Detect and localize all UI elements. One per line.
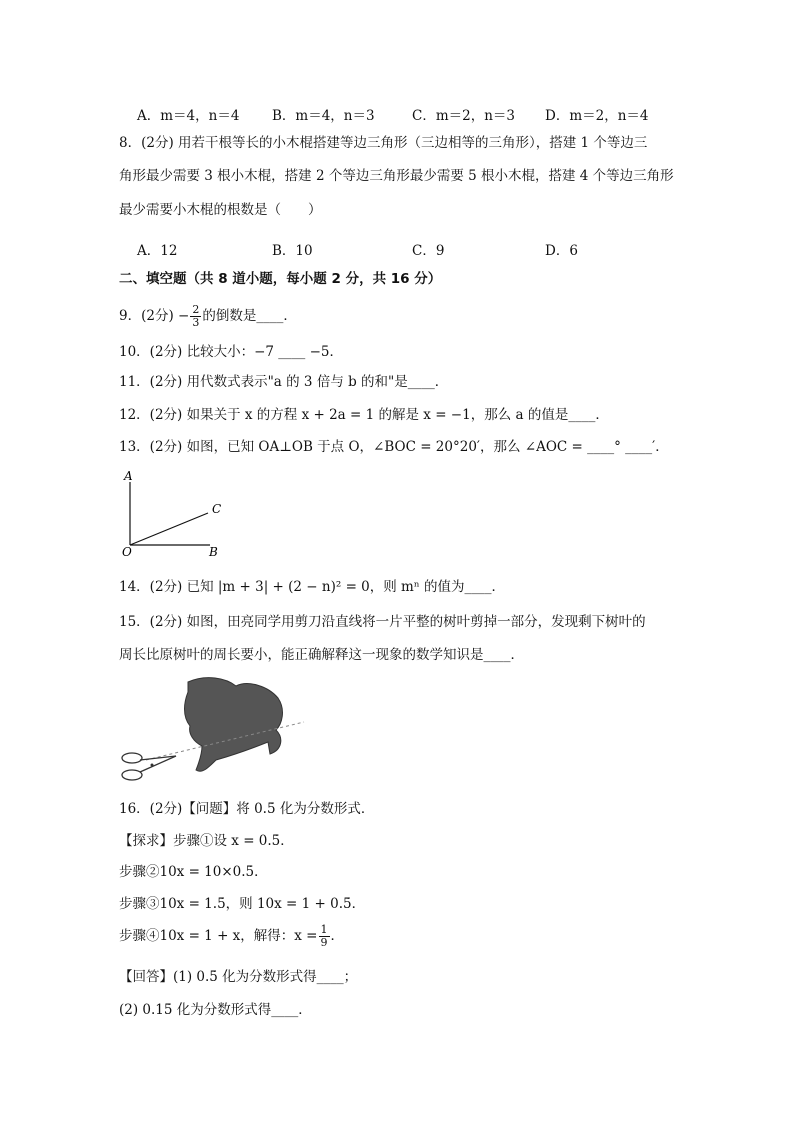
q7-option-c: C．m＝2，n＝3 bbox=[412, 108, 516, 124]
q9-suffix: 的倒数是____． bbox=[202, 308, 297, 324]
label-c: C bbox=[212, 502, 222, 516]
q16-step4-suffix: ． bbox=[330, 928, 344, 944]
q7-option-d: D．m＝2，n＝4 bbox=[545, 108, 649, 124]
q16-line-4: 步骤③10x = 1.5̇，则 10x = 1 + 0.5̇． bbox=[119, 896, 366, 912]
q8-line-2: 角形最少需要 3 根小木棍，搭建 2 个等边三角形最少需要 5 根小木棍，搭建 4 个等边三角形 bbox=[119, 168, 674, 184]
q7-option-a: A．m＝4，n＝4 bbox=[137, 108, 240, 124]
q16-line-2: 【探求】步骤①设 x = 0.5̇． bbox=[119, 833, 294, 849]
q16-step4-fraction-num: 1 bbox=[320, 923, 328, 936]
q16-step4-prefix: 步骤④10x = 1 + x，解得：x = bbox=[119, 928, 318, 944]
q9-line bbox=[119, 303, 297, 329]
q9-prefix: 9．(2分) − bbox=[119, 308, 190, 324]
q16-line-7: (2) 0.15̇ 化为分数形式得____． bbox=[119, 1002, 312, 1018]
q16-line-6: 【回答】(1) 0.5̇ 化为分数形式得____； bbox=[119, 969, 358, 985]
q11-line: 11．(2分) 用代数式表示"a 的 3 倍与 b 的和"是____． bbox=[119, 374, 449, 390]
scissors-pivot bbox=[151, 764, 154, 767]
q16-line-3: 步骤②10x = 10×0.5̇． bbox=[119, 864, 268, 880]
q16-line-1: 16．(2分)【问题】将 0.5̇ 化为分数形式． bbox=[119, 801, 375, 817]
label-a: A bbox=[124, 469, 133, 483]
q9-fraction-num: 2 bbox=[192, 303, 200, 316]
q15-line-1: 15．(2分) 如图，田亮同学用剪刀沿直线将一片平整的树叶剪掉一部分，发现剩下树叶的 bbox=[119, 614, 646, 630]
q7-option-b: B．m＝4，n＝3 bbox=[272, 108, 375, 124]
leaf-shape bbox=[185, 678, 283, 772]
scissors-handle-bottom bbox=[122, 770, 142, 780]
q10-line: 10．(2分) 比较大小：−7 ____ −5． bbox=[119, 344, 343, 360]
q8-option-b: B．10 bbox=[272, 243, 313, 259]
q15-leaf-scissors-figure bbox=[118, 672, 308, 790]
q9-fraction-den: 3 bbox=[192, 316, 200, 329]
q15-line-2: 周长比原树叶的周长要小，能正确解释这一现象的数学知识是____． bbox=[119, 647, 524, 663]
q16-line-5 bbox=[119, 923, 344, 949]
q13-line: 13．(2分) 如图，已知 OA⊥OB 于点 O，∠BOC = 20°20′，那么 ∠AOC = ____° ____′． bbox=[119, 439, 669, 455]
q16-step4-fraction-den: 9 bbox=[320, 936, 328, 949]
q8-option-d: D．6 bbox=[545, 243, 578, 259]
q9-fraction bbox=[190, 304, 201, 329]
label-o: O bbox=[122, 545, 132, 559]
q12-line: 12．(2分) 如果关于 x 的方程 x + 2a = 1 的解是 x = −1，那么 a 的值是____． bbox=[119, 407, 609, 423]
q8-option-a: A．12 bbox=[137, 243, 178, 259]
q13-angle-figure bbox=[118, 468, 248, 560]
q14-line: 14．(2分) 已知 |m + 3| + (2 − n)² = 0，则 mⁿ 的值为____． bbox=[119, 579, 505, 595]
label-b: B bbox=[209, 545, 218, 559]
q8-option-c: C．9 bbox=[412, 243, 445, 259]
q16-step4-fraction bbox=[319, 924, 330, 949]
section-title-fill-blank: 二、填空题（共 8 道小题，每小题 2 分，共 16 分） bbox=[119, 271, 442, 287]
q8-line-1: 8．(2分) 用若干根等长的小木棍搭建等边三角形（三边相等的三角形），搭建 1 个等边三 bbox=[119, 135, 648, 151]
ray-oc bbox=[130, 513, 208, 545]
q8-line-3: 最少需要小木棍的根数是（ ） bbox=[119, 202, 322, 218]
scissors-handle-top bbox=[122, 753, 142, 763]
